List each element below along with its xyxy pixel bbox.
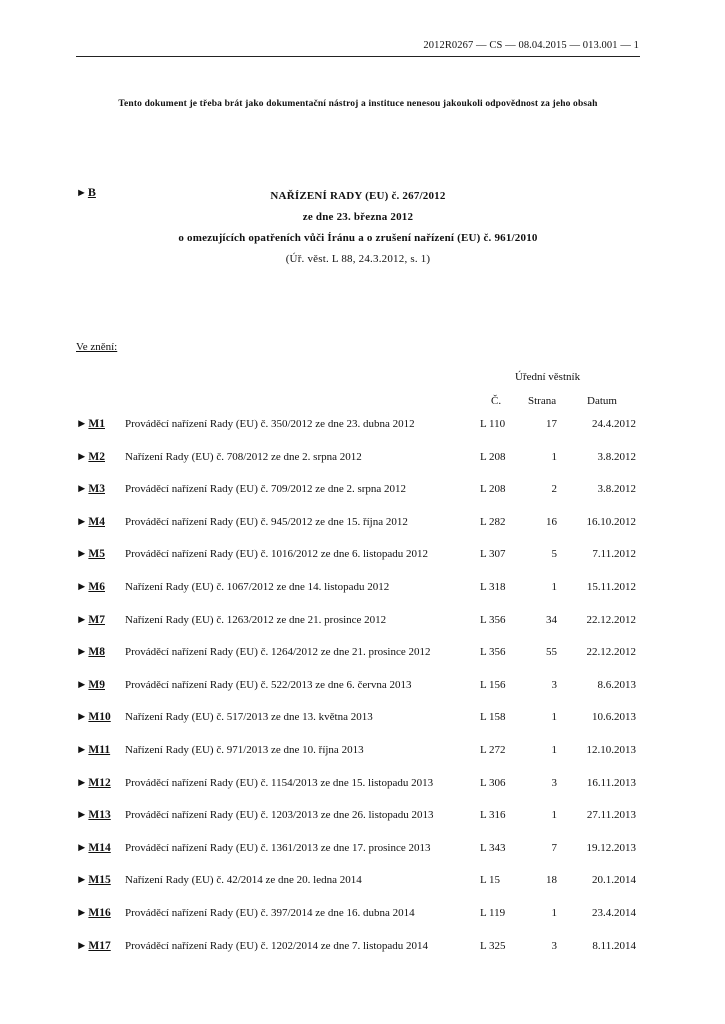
- journal-date: 27.11.2013: [586, 809, 636, 821]
- journal-number: L 208: [480, 483, 506, 495]
- column-header-no: Č.: [491, 395, 502, 407]
- triangle-right-icon: ►: [76, 842, 88, 854]
- triangle-right-icon: ►: [76, 187, 87, 199]
- amendment-marker[interactable]: [76, 711, 111, 723]
- header-rule: [76, 56, 640, 57]
- amendment-description: Nařízení Rady (EU) č. 42/2014 ze dne 20. ledna 2014: [125, 874, 362, 886]
- amendment-description: Nařízení Rady (EU) č. 1263/2012 ze dne 21. prosince 2012: [125, 614, 387, 626]
- journal-date: 22.12.2012: [586, 614, 636, 626]
- amendment-marker[interactable]: [76, 548, 105, 560]
- triangle-right-icon: ►: [76, 940, 88, 952]
- amendment-marker[interactable]: [76, 679, 105, 691]
- journal-page: 1: [551, 581, 557, 593]
- amendment-marker[interactable]: [76, 777, 111, 789]
- journal-date: 3.8.2012: [597, 483, 636, 495]
- journal-number: L 325: [480, 940, 506, 952]
- triangle-right-icon: ►: [76, 548, 88, 560]
- amendment-marker[interactable]: [76, 874, 111, 886]
- table-row: [0, 646, 725, 664]
- amendment-description: Prováděcí nařízení Rady (EU) č. 1361/2013 ze dne 17. prosince 2013: [125, 842, 431, 854]
- regulation-title: NAŘÍZENÍ RADY (EU) č. 267/2012: [270, 190, 446, 202]
- journal-number: L 156: [480, 679, 506, 691]
- journal-page: 16: [546, 516, 557, 528]
- triangle-right-icon: ►: [76, 711, 88, 723]
- disclaimer-text: Tento dokument je třeba brát jako dokumentační nástroj a instituce nenesou jakoukoli odpovědnost za jeho obsah: [118, 99, 598, 109]
- journal-date: 16.11.2013: [586, 777, 636, 789]
- amendment-code[interactable]: M14: [88, 842, 111, 854]
- triangle-right-icon: ►: [76, 483, 88, 495]
- journal-number: L 316: [480, 809, 506, 821]
- journal-page: 2: [551, 483, 557, 495]
- table-row: [0, 777, 725, 795]
- journal-number: L 356: [480, 646, 506, 658]
- amendment-marker[interactable]: [76, 614, 105, 626]
- table-row: [0, 581, 725, 599]
- amendment-code[interactable]: M16: [88, 907, 111, 919]
- amendment-code[interactable]: M7: [88, 614, 105, 626]
- journal-page: 17: [546, 418, 557, 430]
- journal-page: 7: [551, 842, 557, 854]
- journal-number: L 306: [480, 777, 506, 789]
- journal-date: 3.8.2012: [597, 451, 636, 463]
- journal-number: L 343: [480, 842, 506, 854]
- journal-date: 8.6.2013: [597, 679, 636, 691]
- journal-page: 3: [551, 777, 557, 789]
- journal-date: 8.11.2014: [592, 940, 636, 952]
- journal-page: 1: [551, 809, 557, 821]
- amendment-description: Prováděcí nařízení Rady (EU) č. 1154/2013 ze dne 15. listopadu 2013: [125, 777, 434, 789]
- amendment-marker[interactable]: [76, 451, 105, 463]
- amendment-description: Prováděcí nařízení Rady (EU) č. 397/2014 ze dne 16. dubna 2014: [125, 907, 415, 919]
- amendment-marker[interactable]: [76, 581, 105, 593]
- amendment-code[interactable]: M13: [88, 809, 111, 821]
- journal-date: 7.11.2012: [592, 548, 636, 560]
- triangle-right-icon: ►: [76, 451, 88, 463]
- journal-page: 1: [551, 744, 557, 756]
- amendment-code[interactable]: M17: [88, 940, 111, 952]
- triangle-right-icon: ►: [76, 646, 88, 658]
- journal-page: 3: [551, 679, 557, 691]
- table-row: [0, 907, 725, 925]
- amendment-code[interactable]: M12: [88, 777, 111, 789]
- regulation-subject: o omezujících opatřeních vůči Íránu a o zrušení nařízení (EU) č. 961/2010: [178, 232, 538, 244]
- triangle-right-icon: ►: [76, 418, 88, 430]
- amendment-description: Prováděcí nařízení Rady (EU) č. 350/2012 ze dne 23. dubna 2012: [125, 418, 415, 430]
- journal-number: L 119: [480, 907, 506, 919]
- amendment-description: Nařízení Rady (EU) č. 708/2012 ze dne 2. srpna 2012: [125, 451, 362, 463]
- journal-page: 55: [546, 646, 557, 658]
- triangle-right-icon: ►: [76, 777, 88, 789]
- journal-date: 20.1.2014: [592, 874, 636, 886]
- journal-reference: (Úř. věst. L 88, 24.3.2012, s. 1): [285, 253, 431, 265]
- journal-number: L 272: [480, 744, 506, 756]
- regulation-date: ze dne 23. března 2012: [302, 211, 414, 223]
- amendment-code[interactable]: M11: [88, 744, 111, 756]
- journal-page: 34: [546, 614, 557, 626]
- amendment-marker[interactable]: [76, 516, 105, 528]
- journal-number: L 208: [480, 451, 506, 463]
- journal-page: 3: [551, 940, 557, 952]
- triangle-right-icon: ►: [76, 907, 88, 919]
- journal-date: 15.11.2012: [586, 581, 636, 593]
- amendment-description: Prováděcí nařízení Rady (EU) č. 1264/2012 ze dne 21. prosince 2012: [125, 646, 431, 658]
- table-row: [0, 711, 725, 729]
- table-row: [0, 614, 725, 632]
- journal-date: 24.4.2012: [592, 418, 636, 430]
- journal-header: Úřední věstník: [515, 371, 581, 383]
- table-row: [0, 874, 725, 892]
- journal-number: L 110: [480, 418, 506, 430]
- amendment-code[interactable]: M9: [88, 679, 105, 691]
- amendment-marker[interactable]: [76, 483, 105, 495]
- amendment-description: Nařízení Rady (EU) č. 971/2013 ze dne 10. října 2013: [125, 744, 364, 756]
- journal-number: L 318: [480, 581, 506, 593]
- amendment-description: Nařízení Rady (EU) č. 1067/2012 ze dne 14. listopadu 2012: [125, 581, 390, 593]
- column-header-page: Strana: [528, 395, 557, 407]
- amendment-code[interactable]: M5: [88, 548, 105, 560]
- triangle-right-icon: ►: [76, 874, 88, 886]
- amendment-code[interactable]: M1: [88, 418, 105, 430]
- journal-page: 5: [551, 548, 557, 560]
- amendment-marker[interactable]: [76, 418, 105, 430]
- document-id: 2012R0267 — CS — 08.04.2015 — 013.001 — 1: [423, 40, 639, 51]
- amendment-description: Prováděcí nařízení Rady (EU) č. 522/2013 ze dne 6. června 2013: [125, 679, 412, 691]
- journal-date: 12.10.2013: [586, 744, 636, 756]
- triangle-right-icon: ►: [76, 516, 88, 528]
- amendment-marker[interactable]: [76, 809, 111, 821]
- amendment-description: Nařízení Rady (EU) č. 517/2013 ze dne 13. května 2013: [125, 711, 373, 723]
- journal-page: 1: [551, 907, 557, 919]
- triangle-right-icon: ►: [76, 744, 88, 756]
- table-row: [0, 418, 725, 436]
- amendment-marker[interactable]: [76, 744, 110, 756]
- amendment-marker[interactable]: [76, 940, 111, 952]
- amendment-code[interactable]: M3: [88, 483, 105, 495]
- column-header-date: Datum: [587, 395, 617, 407]
- table-row: [0, 744, 725, 762]
- triangle-right-icon: ►: [76, 679, 88, 691]
- journal-number: L 307: [480, 548, 506, 560]
- journal-number: L 282: [480, 516, 506, 528]
- base-act-code[interactable]: B: [87, 185, 96, 199]
- journal-page: 1: [551, 711, 557, 723]
- table-row: [0, 679, 725, 697]
- journal-number: L 356: [480, 614, 506, 626]
- amendment-description: Prováděcí nařízení Rady (EU) č. 1016/2012 ze dne 6. listopadu 2012: [125, 548, 429, 560]
- table-row: [0, 940, 725, 958]
- amendment-marker[interactable]: [76, 842, 111, 854]
- journal-date: 23.4.2014: [592, 907, 636, 919]
- table-row: [0, 516, 725, 534]
- amendment-code[interactable]: M6: [88, 581, 105, 593]
- amendment-description: Prováděcí nařízení Rady (EU) č. 1202/2014 ze dne 7. listopadu 2014: [125, 940, 429, 952]
- amendment-code[interactable]: M10: [88, 711, 111, 723]
- journal-date: 22.12.2012: [586, 646, 636, 658]
- triangle-right-icon: ►: [76, 581, 88, 593]
- document-title-block: [76, 186, 640, 270]
- amendment-description: Prováděcí nařízení Rady (EU) č. 709/2012 ze dne 2. srpna 2012: [125, 483, 407, 495]
- table-row: [0, 483, 725, 501]
- triangle-right-icon: ►: [76, 614, 88, 626]
- journal-date: 16.10.2012: [586, 516, 636, 528]
- amendment-description: Prováděcí nařízení Rady (EU) č. 945/2012 ze dne 15. října 2012: [125, 516, 408, 528]
- journal-page: 1: [551, 451, 557, 463]
- journal-number: L 15: [480, 874, 501, 886]
- table-row: [0, 451, 725, 469]
- journal-page: 18: [546, 874, 557, 886]
- triangle-right-icon: ►: [76, 809, 88, 821]
- amendment-marker[interactable]: [76, 907, 111, 919]
- table-row: [0, 548, 725, 566]
- amendment-description: Prováděcí nařízení Rady (EU) č. 1203/2013 ze dne 26. listopadu 2013: [125, 809, 434, 821]
- journal-date: 19.12.2013: [586, 842, 636, 854]
- amendment-code[interactable]: M15: [88, 874, 111, 886]
- table-row: [0, 809, 725, 827]
- journal-number: L 158: [480, 711, 506, 723]
- amendment-code[interactable]: M4: [88, 516, 105, 528]
- journal-date: 10.6.2013: [592, 711, 636, 723]
- amendment-code[interactable]: M2: [88, 451, 105, 463]
- table-row: [0, 842, 725, 860]
- amendments-label: Ve znění:: [76, 341, 118, 353]
- amendment-marker[interactable]: [76, 646, 105, 658]
- amendment-code[interactable]: M8: [88, 646, 105, 658]
